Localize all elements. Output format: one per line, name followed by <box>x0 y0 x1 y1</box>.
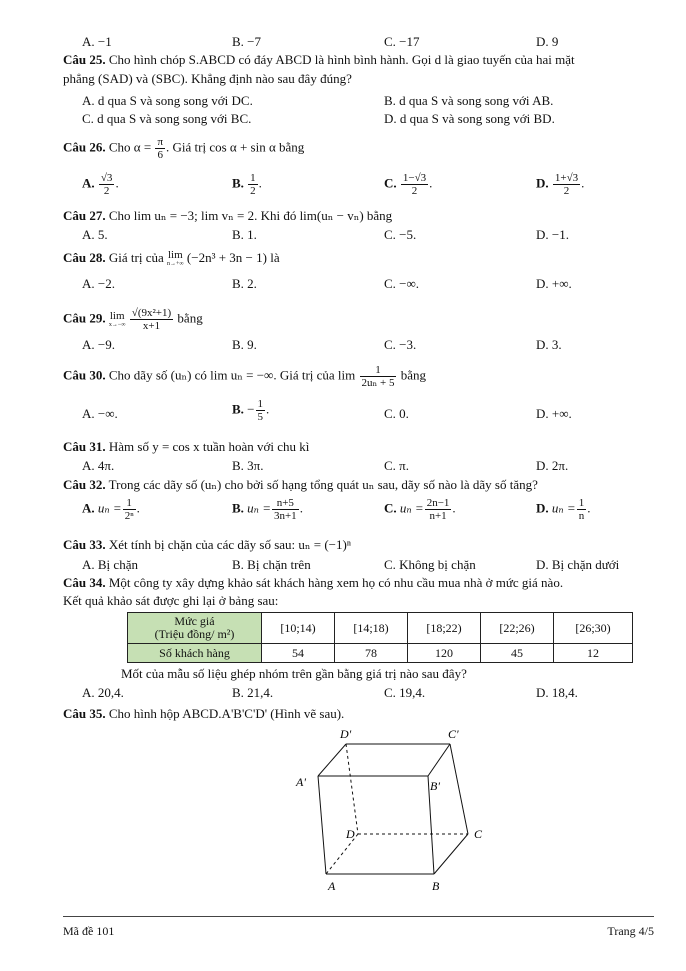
q29-fraction: $\frac{\text{√(9x²+1)}}{x+1}$ <box>131 307 172 332</box>
q28-option-b: B. 2. <box>232 276 257 291</box>
q27-option-b: B. 1. <box>232 227 257 242</box>
q24-option-d: D. 9 <box>536 34 559 49</box>
vertex-label-bprime: B' <box>430 779 440 793</box>
q29-option-d: D. 3. <box>536 337 562 352</box>
q27-line: Câu 27. Cho lim uₙ = −3; lim vₙ = 2. Khi đó lim(uₙ − vₙ) bằng <box>63 208 393 223</box>
q34-option-d: D. 18,4. <box>536 685 578 700</box>
q31-line: Câu 31. Hàm số y = cos x tuần hoàn với chu kì <box>63 439 310 454</box>
q27-option-a: A. 5. <box>82 227 108 242</box>
vertex-label-a: A <box>328 879 336 893</box>
q26-label: Câu 26. <box>63 139 106 155</box>
q25-text1: Cho hình chóp S.ABCD có đáy ABCD là hình bình hành. Gọi d là giao tuyến của hai mặt <box>108 52 575 67</box>
q25-label: Câu 25. <box>63 52 106 67</box>
vertex-label-d: D <box>346 827 355 841</box>
q33-line: Câu 33. Xét tính bị chặn của các dãy số sau: uₙ = (−1)ⁿ <box>63 537 351 552</box>
table-val-4: 45 <box>481 644 554 663</box>
q32-option-c: C. uₙ = $\frac{2n-1}{n+1}$ . <box>384 497 456 522</box>
q32-option-d: D. uₙ = $\frac{1}{n}$ . <box>536 497 591 522</box>
q30-fraction: $\frac{1}{\text{2uₙ + 5}}$ <box>361 364 395 389</box>
table-val-3: 120 <box>408 644 481 663</box>
table-col-3: [18;22) <box>408 613 481 644</box>
q25-option-b: B. d qua S và song song với AB. <box>384 93 554 108</box>
q25-option-a: A. d qua S và song song với DC. <box>82 93 253 108</box>
q26-post: . Giá trị cos α + sin α bằng <box>166 139 305 155</box>
q30-option-b: B. − $\frac{1}{5}$ . <box>232 398 270 423</box>
q31-option-c: C. π. <box>384 458 409 473</box>
q34-option-c: C. 19,4. <box>384 685 426 700</box>
q34-option-b: B. 21,4. <box>232 685 274 700</box>
survey-table <box>127 612 633 663</box>
vertex-label-b: B <box>432 879 440 893</box>
q34-line3: Mốt của mẫu số liệu ghép nhóm trên gần bằng giá trị nào sau đây? <box>121 666 467 681</box>
q28-option-a: A. −2. <box>82 276 115 291</box>
table-col-1: [10;14) <box>262 613 335 644</box>
q33-option-d: D. Bị chặn dưới <box>536 557 620 572</box>
table-col-2: [14;18) <box>335 613 408 644</box>
q27-option-c: C. −5. <box>384 227 417 242</box>
q32-option-a: A. uₙ = $\frac{1}{\text{2ⁿ}}$ . <box>82 497 140 522</box>
q29-option-a: A. −9. <box>82 337 115 352</box>
vertex-label-aprime: A' <box>296 775 306 789</box>
q34-option-a: A. 20,4. <box>82 685 124 700</box>
q35-line: Câu 35. Cho hình hộp ABCD.A'B'C'D' (Hình vẽ sau). <box>63 706 345 721</box>
q29-option-c: C. −3. <box>384 337 417 352</box>
q28-line: Câu 28. Giá trị của lim n→+∞ (−2n³ + 3n − 1) là <box>63 249 280 268</box>
q25-option-d: D. d qua S và song song với BD. <box>384 111 555 126</box>
q29-option-b: B. 9. <box>232 337 257 352</box>
q31-option-d: D. 2π. <box>536 458 569 473</box>
q30-line: Câu 30. Cho dãy số (uₙ) có lim uₙ = −∞. Giá trị của lim $\frac{1}{\text{2uₙ + 5}}$ bằng <box>63 364 427 389</box>
q30-option-a: A. −∞. <box>82 406 118 421</box>
vertex-label-cprime: C' <box>448 727 459 741</box>
q30-option-c: C. 0. <box>384 406 409 421</box>
q33-option-c: C. Không bị chặn <box>384 557 476 572</box>
q26-option-a: A. $\frac{√3}{2}$ . <box>82 172 119 197</box>
q26-pre: Cho α = <box>108 139 152 155</box>
q26-option-d: D. $\frac{1+√3}{2}$ . <box>536 172 585 197</box>
table-header-price: Mức giá (Triệu đồng/ m²) <box>128 613 262 644</box>
table-col-5: [26;30) <box>554 613 633 644</box>
q34-line2: Kết quả khảo sát được ghi lại ở bảng sau: <box>63 593 279 608</box>
q32-line: Câu 32. Trong các dãy số (uₙ) cho bởi số hạng tổng quát uₙ sau, dãy số nào là dãy số tăng? <box>63 477 538 492</box>
q32-option-b: B. uₙ = $\frac{n+5}{3n+1}$ . <box>232 497 303 522</box>
q24-option-c: C. −17 <box>384 34 420 49</box>
q24-option-b: B. −7 <box>232 34 262 49</box>
q26-option-b: B. $\frac{1}{2}$ . <box>232 172 262 197</box>
footer-exam-code: Mã đề 101 <box>63 924 115 938</box>
q25-text2: phẳng (SAD) và (SBC). Khẳng định nào sau đây đúng? <box>63 71 352 86</box>
q28-option-c: C. −∞. <box>384 276 420 291</box>
q33-option-b: B. Bị chặn trên <box>232 557 311 572</box>
table-col-4: [22;26) <box>481 613 554 644</box>
q29-line: Câu 29. lim x→−∞ $\frac{\text{√(9x²+1)}}{x+1}$ bằng <box>63 307 203 332</box>
q26-alpha-fraction: $\frac{\pi}{6}$ <box>157 136 164 161</box>
table-header-count: Số khách hàng <box>128 644 262 663</box>
table-val-2: 78 <box>335 644 408 663</box>
footer-rule <box>63 916 654 917</box>
q28-option-d: D. +∞. <box>536 276 572 291</box>
vertex-label-c: C <box>474 827 483 841</box>
q33-option-a: A. Bị chặn <box>82 557 138 572</box>
q25-line1 <box>63 51 654 68</box>
q27-option-d: D. −1. <box>536 227 569 242</box>
parallelepiped-figure <box>290 726 520 896</box>
q31-option-b: B. 3π. <box>232 458 264 473</box>
q34-line1: Câu 34. Một công ty xây dựng khảo sát khách hàng xem họ có nhu cầu mua nhà ở mức giá nào. <box>63 575 564 590</box>
q26-option-c: C. $\frac{1-√3}{2}$ . <box>384 172 433 197</box>
q24-option-a: A. −1 <box>82 34 112 49</box>
vertex-label-dprime: D' <box>340 727 352 741</box>
q30-option-d: D. +∞. <box>536 406 572 421</box>
q29-limit: lim x→−∞ <box>108 309 126 328</box>
q27-text: Cho lim uₙ = −3; lim vₙ = 2. Khi đó lim(uₙ − vₙ) bằng <box>108 208 393 223</box>
q25-option-c: C. d qua S và song song với BC. <box>82 111 252 126</box>
q26-line <box>63 136 654 161</box>
q31-option-a: A. 4π. <box>82 458 115 473</box>
footer-page-number: Trang 4/5 <box>607 924 654 938</box>
q28-limit: lim n→+∞ <box>167 249 184 268</box>
table-val-5: 12 <box>554 644 633 663</box>
table-val-1: 54 <box>262 644 335 663</box>
